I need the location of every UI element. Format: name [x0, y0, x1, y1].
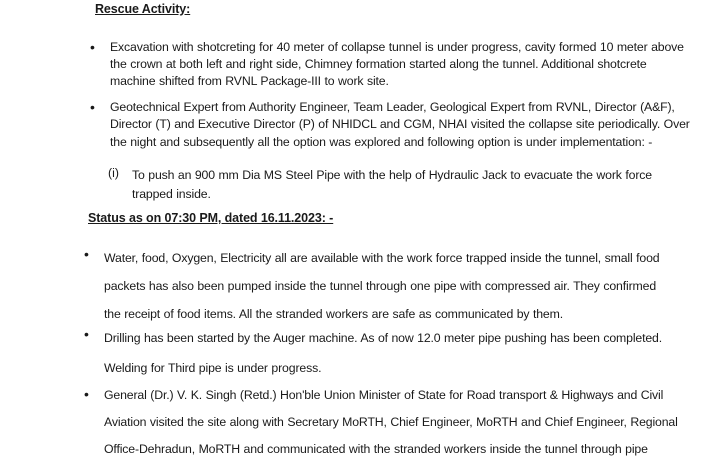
text-line: Excavation with shotcreting for 40 meter of collapse tunnel is under progress, cavity formed 10 meter above: [110, 40, 684, 54]
text-line: Director (T) and Executive Director (P) of NHIDCL and CGM, NHAI visited the collapse site periodically. Over: [110, 117, 690, 132]
text-line: trapped inside.: [132, 187, 211, 201]
text-line: General (Dr.) V. K. Singh (Retd.) Hon'ble Union Minister of State for Road transport & Highways and Civil: [104, 388, 664, 402]
text-line: Aviation visited the site along with Secretary MoRTH, Chief Engineer, MoRTH and Chief Engineer, Regional: [104, 415, 678, 429]
bullet-icon: •: [84, 246, 89, 262]
text-line: packets has also been pumped inside the tunnel through one pipe with compressed air. They confirmed: [104, 279, 657, 293]
bullet-icon: •: [90, 99, 95, 115]
text-line: Geotechnical Expert from Authority Engineer, Team Leader, Geological Expert from RVNL, Director (A&F),: [110, 100, 675, 114]
text-line: machine shifted from RVNL Package-III to work site.: [110, 74, 389, 88]
text-line: Water, food, Oxygen, Electricity all are available with the work force trapped inside the tunnel, small food: [104, 251, 660, 265]
text-line: Office-Dehradun, MoRTH and communicated with the stranded workers inside the tunnel through pipe: [104, 442, 648, 456]
sub-item-pipe-push: [132, 166, 652, 204]
rescue-item-excavation: [110, 39, 684, 90]
bullet-icon: •: [84, 386, 89, 402]
status-item-supplies: [104, 244, 659, 328]
text-line: Welding for Third pipe is under progress.: [104, 361, 322, 375]
text-line: To push an 900 mm Dia MS Steel Pipe with the help of Hydraulic Jack to evacuate the work force: [132, 168, 652, 182]
rescue-activity-heading: Rescue Activity:: [95, 2, 191, 16]
text-line: the crown at both left and right side, Chimney formation started along the tunnel. Additional shotcrete: [110, 57, 647, 71]
status-item-minister-visit: [104, 382, 678, 463]
status-heading: Status as on 07:30 PM, dated 16.11.2023: -: [88, 211, 334, 225]
status-item-drilling: [104, 323, 662, 383]
text-line: Drilling has been started by the Auger machine. As of now 12.0 meter pipe pushing has been completed.: [104, 331, 663, 345]
bullet-icon: •: [90, 39, 95, 55]
text-line: the receipt of food items. All the stranded workers are safe as communicated by them.: [104, 307, 563, 321]
bullet-icon: •: [84, 326, 89, 342]
sub-item-marker: (i): [108, 166, 119, 180]
rescue-item-geotechnical: [110, 99, 690, 151]
text-line: the night and subsequently all the option was explored and following option is under implementation: -: [110, 134, 653, 149]
